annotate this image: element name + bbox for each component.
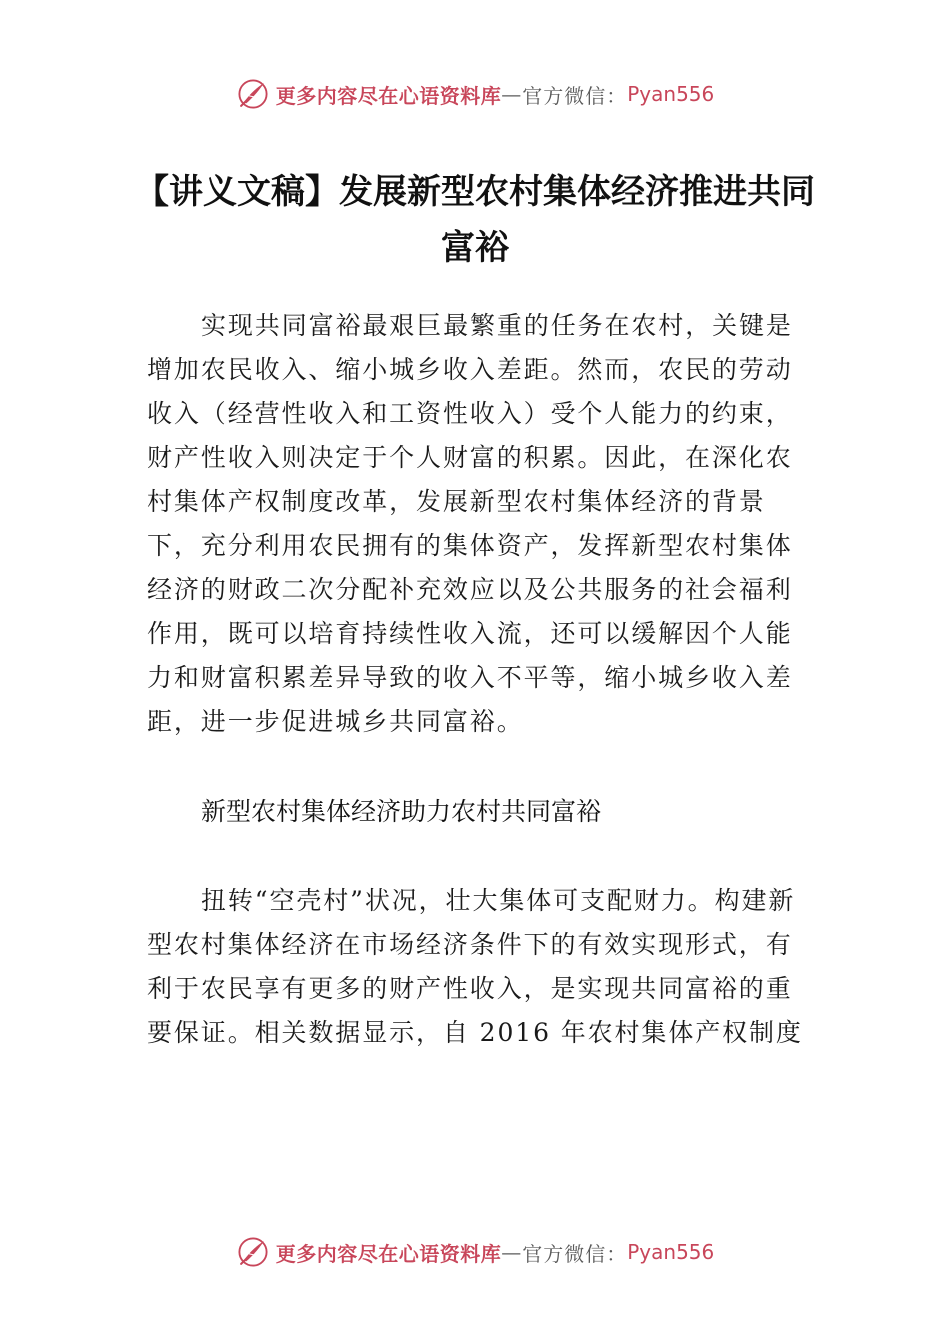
section-heading: 新型农村集体经济助力农村共同富裕 bbox=[201, 797, 602, 826]
banner-wechat-label: 官方微信： bbox=[522, 1241, 628, 1266]
quill-pen-logo-icon bbox=[236, 77, 270, 111]
footer-banner bbox=[0, 1232, 950, 1272]
banner-slogan: 更多内容尽在心语资料库 bbox=[275, 1241, 502, 1266]
quill-pen-logo-icon bbox=[236, 1235, 270, 1269]
banner-wechat-id: Pyan556 bbox=[627, 82, 715, 106]
banner-slogan: 更多内容尽在心语资料库 bbox=[275, 83, 502, 108]
paragraph-intro: 实现共同富裕最艰巨最繁重的任务在农村，关键是增加农民收入、缩小城乡收入差距。然而，农民的劳动收入（经营性收入和工资性收入）受个人能力的约束，财产性收入则决定于个人财富的积累。因此，在深化农村集体产权制度改革，发展新型农村集体经济的背景下，充分利用农民拥有的集体资产，发挥新型农村集体经济的财政二次分配补充效应以及公共服务的社会福利作用，既可以培育持续性收入流，还可以缓解因个人能力和财富积累差异导致的收入不平等，缩小城乡收入差距，进一步促进城乡共同富裕。 bbox=[147, 311, 793, 736]
header-banner bbox=[0, 74, 950, 114]
banner-wechat-id: Pyan556 bbox=[627, 1240, 715, 1264]
banner-separator: — bbox=[501, 1240, 523, 1264]
document-title: 【讲义文稿】发展新型农村集体经济推进共同富裕 bbox=[135, 172, 815, 268]
banner-separator: — bbox=[501, 82, 523, 106]
banner-wechat-label: 官方微信： bbox=[522, 83, 628, 108]
paragraph-section-1: 扭转“空壳村”状况，壮大集体可支配财力。构建新型农村集体经济在市场经济条件下的有效实现形式，有利于农民享有更多的财产性收入，是实现共同富裕的重要保证。相关数据显示，自 2016 年农村集体产权制度 bbox=[147, 886, 803, 1047]
